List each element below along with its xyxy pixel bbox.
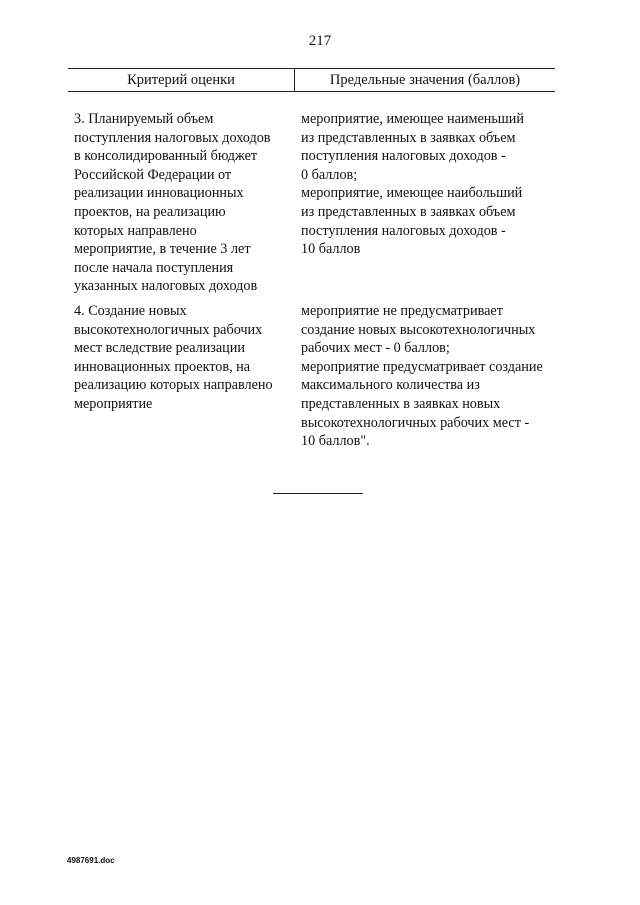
criterion-line: указанных налоговых доходов — [74, 278, 258, 295]
criterion-line: реализацию которых направлено — [74, 377, 273, 394]
criterion-line: высокотехнологичных рабочих — [74, 321, 263, 338]
header-criterion: Критерий оценки — [68, 69, 295, 91]
criterion-line: реализации инновационных — [74, 185, 244, 202]
criterion-line: 3. Планируемый объем — [74, 111, 214, 127]
values-line: из представленных в заявках объем — [301, 129, 516, 146]
values-cell — [301, 110, 561, 259]
header-values: Предельные значения (баллов) — [329, 72, 521, 88]
values-line: 10 баллов". — [301, 433, 370, 450]
values-line: высокотехнологичных рабочих мест - — [301, 414, 530, 431]
criterion-line: мероприятие, в течение 3 лет — [74, 241, 251, 258]
values-line: представленных в заявках новых — [301, 395, 501, 412]
criterion-line: инновационных проектов, на — [74, 358, 251, 375]
criterion-line: которых направлено — [74, 222, 197, 239]
values-line: мероприятие предусматривает создание — [301, 358, 543, 375]
values-line: из представленных в заявках объем — [301, 203, 516, 220]
criterion-line: после начала поступления — [74, 259, 234, 276]
criterion-line: мероприятие — [74, 395, 153, 412]
values-line: поступления налоговых доходов - — [301, 148, 506, 165]
values-line: максимального количества из — [301, 377, 480, 394]
values-line: 10 баллов — [301, 241, 361, 258]
values-line: мероприятие не предусматривает — [301, 303, 503, 319]
values-line: создание новых высокотехнологичных — [301, 321, 536, 338]
values-line: мероприятие, имеющее наименьший — [301, 111, 524, 127]
values-line: поступления налоговых доходов - — [301, 222, 506, 239]
values-cell — [301, 302, 561, 451]
values-line: 0 баллов; — [301, 166, 358, 183]
criterion-line: 4. Создание новых — [74, 303, 187, 319]
criterion-line: проектов, на реализацию — [74, 203, 226, 220]
criterion-line: Российской Федерации от — [74, 166, 232, 183]
page-number: 217 — [308, 33, 332, 49]
footer-filename: 4987691.doc — [67, 856, 115, 865]
values-line: мероприятие, имеющее наибольший — [301, 185, 523, 202]
criterion-line: мест вследствие реализации — [74, 340, 245, 357]
end-rule-divider — [273, 493, 363, 494]
criteria-table — [68, 68, 555, 450]
table-header — [68, 68, 555, 92]
criterion-line: поступления налоговых доходов — [74, 129, 271, 146]
criterion-cell — [74, 302, 296, 414]
criterion-line: в консолидированный бюджет — [74, 148, 258, 165]
values-line: рабочих мест - 0 баллов; — [301, 340, 450, 357]
criterion-cell — [74, 110, 296, 296]
